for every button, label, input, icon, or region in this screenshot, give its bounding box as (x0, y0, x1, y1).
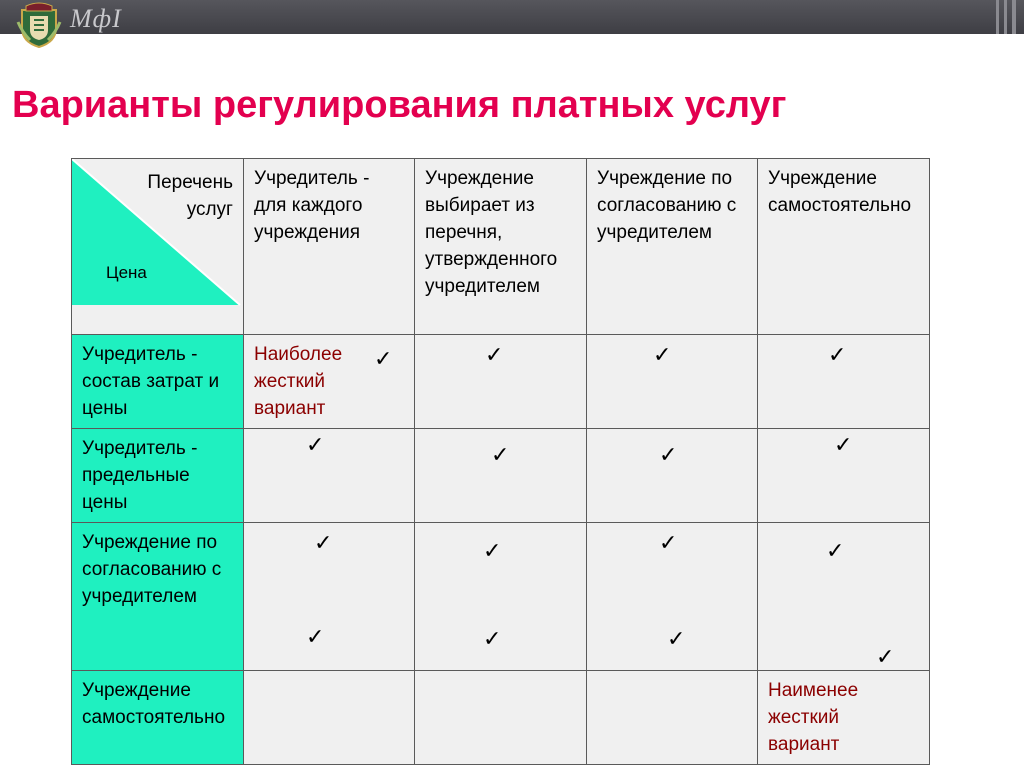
check-icon: ✓ (306, 625, 325, 650)
table-cell (758, 335, 930, 429)
strictest-variant-note: Наиболее жесткий вариант (254, 344, 343, 419)
check-icon: ✓ (667, 627, 686, 652)
column-header: Учреждение выбирает из перечня, утвержденного учредителем (415, 159, 587, 335)
slide-title: Варианты регулирования платных услуг (12, 84, 787, 126)
check-icon: ✓ (876, 645, 895, 670)
table-cell (758, 523, 930, 671)
crest-logo-icon (16, 2, 62, 48)
table-cell (244, 523, 415, 671)
table-cell (758, 429, 930, 523)
corner-services-label: Перечень услуг (147, 172, 233, 220)
check-icon: ✓ (485, 343, 504, 368)
check-icon: ✓ (374, 347, 393, 372)
table-cell (587, 429, 758, 523)
table-cell (587, 335, 758, 429)
table-row (72, 671, 930, 765)
row-header: Учреждение по согласованию с учредителем (72, 523, 244, 671)
check-icon: ✓ (491, 443, 510, 468)
regulation-table (71, 158, 930, 765)
top-bar-stripe (1012, 0, 1016, 34)
table-cell (587, 671, 758, 765)
table-row (72, 523, 930, 671)
row-header: Учредитель - состав затрат и цены (72, 335, 244, 429)
column-header: Учреждение по согласованию с учредителем (587, 159, 758, 335)
row-header: Учреждение самостоятельно (72, 671, 244, 765)
top-bar-stripe (996, 0, 999, 34)
table-header-row (72, 159, 930, 335)
table-row (72, 335, 930, 429)
check-icon: ✓ (826, 539, 845, 564)
check-icon: ✓ (306, 433, 325, 458)
table-cell (415, 335, 587, 429)
check-icon: ✓ (653, 343, 672, 368)
table-cell (244, 429, 415, 523)
check-icon: ✓ (834, 433, 853, 458)
corner-price-label: Цена (106, 263, 147, 282)
check-icon: ✓ (483, 627, 502, 652)
table-row (72, 429, 930, 523)
least-strict-variant-note: Наименее жесткий вариант (768, 680, 859, 755)
brand-mark: МфІ (70, 4, 122, 33)
table-cell (244, 671, 415, 765)
table-cell (415, 429, 587, 523)
top-bar-stripe (1004, 0, 1007, 34)
check-icon: ✓ (659, 531, 678, 556)
check-icon: ✓ (314, 531, 333, 556)
top-bar (0, 0, 1024, 34)
table-cell (758, 671, 930, 765)
check-icon: ✓ (659, 443, 678, 468)
check-icon: ✓ (483, 539, 502, 564)
column-header: Учреждение самостоятельно (758, 159, 930, 335)
table-cell (244, 335, 415, 429)
check-icon: ✓ (828, 343, 847, 368)
corner-cell (72, 159, 244, 335)
table-cell (415, 523, 587, 671)
table-cell (415, 671, 587, 765)
table-cell (587, 523, 758, 671)
row-header: Учредитель - предельные цены (72, 429, 244, 523)
column-header: Учредитель - для каждого учреждения (244, 159, 415, 335)
